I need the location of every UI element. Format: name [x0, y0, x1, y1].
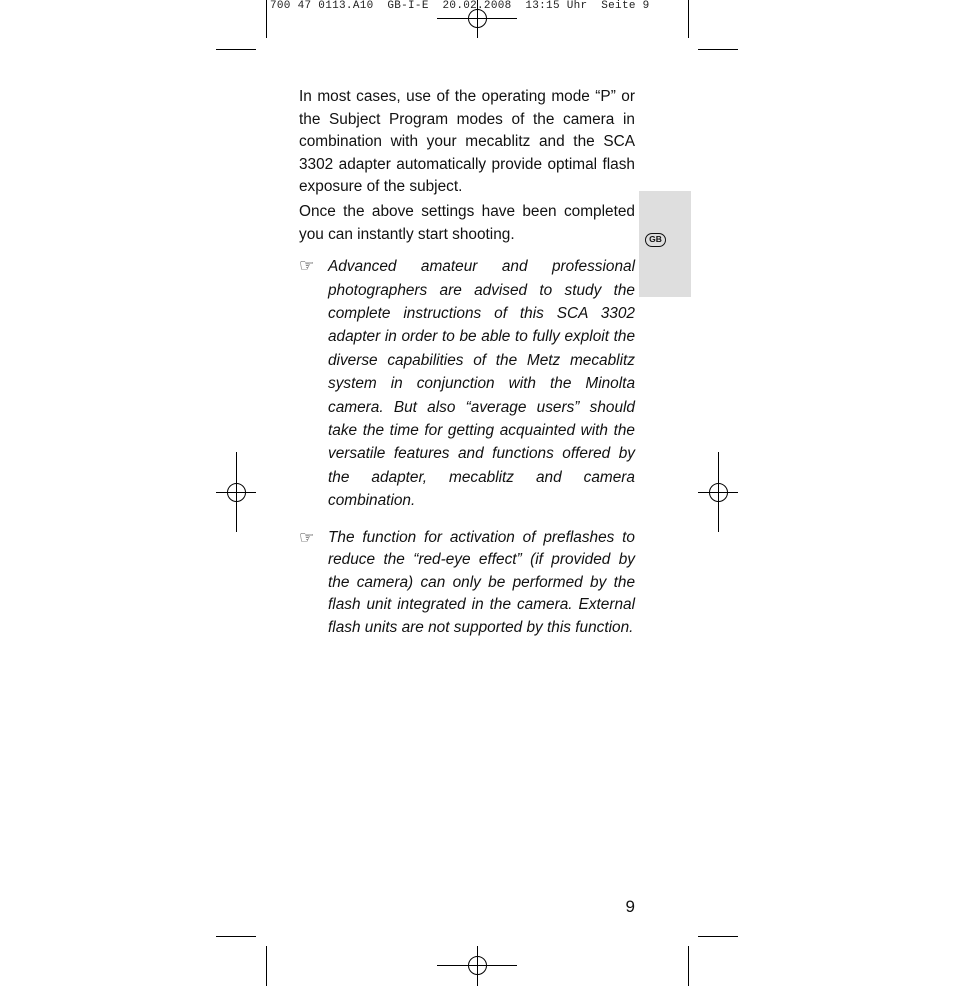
registration-mark-bottom — [437, 946, 517, 986]
registration-mark-left — [216, 452, 256, 532]
pointing-hand-icon: ☞ — [299, 527, 315, 548]
body-text — [299, 86, 635, 640]
paragraph: In most cases, use of the operating mode “P” or the Subject Program modes of the camera in combination with your mecablitz and the SCA 3302 adapter automatically provide optimal flash exposure of the subject. — [299, 88, 635, 196]
language-badge: GB — [645, 233, 666, 247]
registration-mark-top — [437, 0, 517, 38]
print-slug: 700 47 0113.A10 GB-I-E 20.02.2008 13:15 Uhr Seite 9 — [270, 0, 650, 12]
note-advanced-users — [299, 255, 635, 512]
page-number: 9 — [625, 897, 635, 916]
registration-mark-right — [698, 452, 738, 532]
paragraph: Once the above settings have been completed you can instantly start shooting. — [299, 202, 635, 243]
pointing-hand-icon: ☞ — [299, 256, 315, 277]
note-text: Advanced amateur and professional photographers are advised to study the complete instructions of this SCA 3302 adapter in order to be able to fully exploit the diverse capabilities of the Metz mecablitz system in conjunction with the Minolta camera. But also “average users” should take the time for getting acquainted with the versatile features and functions offered by the adapter, mecablitz and camera combination. — [328, 258, 635, 510]
note-preflash — [299, 527, 635, 640]
note-text: The function for activation of preflashes to reduce the “red-eye effect” (if provided by the camera) can only be performed by the flash unit integrated in the camera. External flash units are not supported by this function. — [328, 528, 635, 636]
